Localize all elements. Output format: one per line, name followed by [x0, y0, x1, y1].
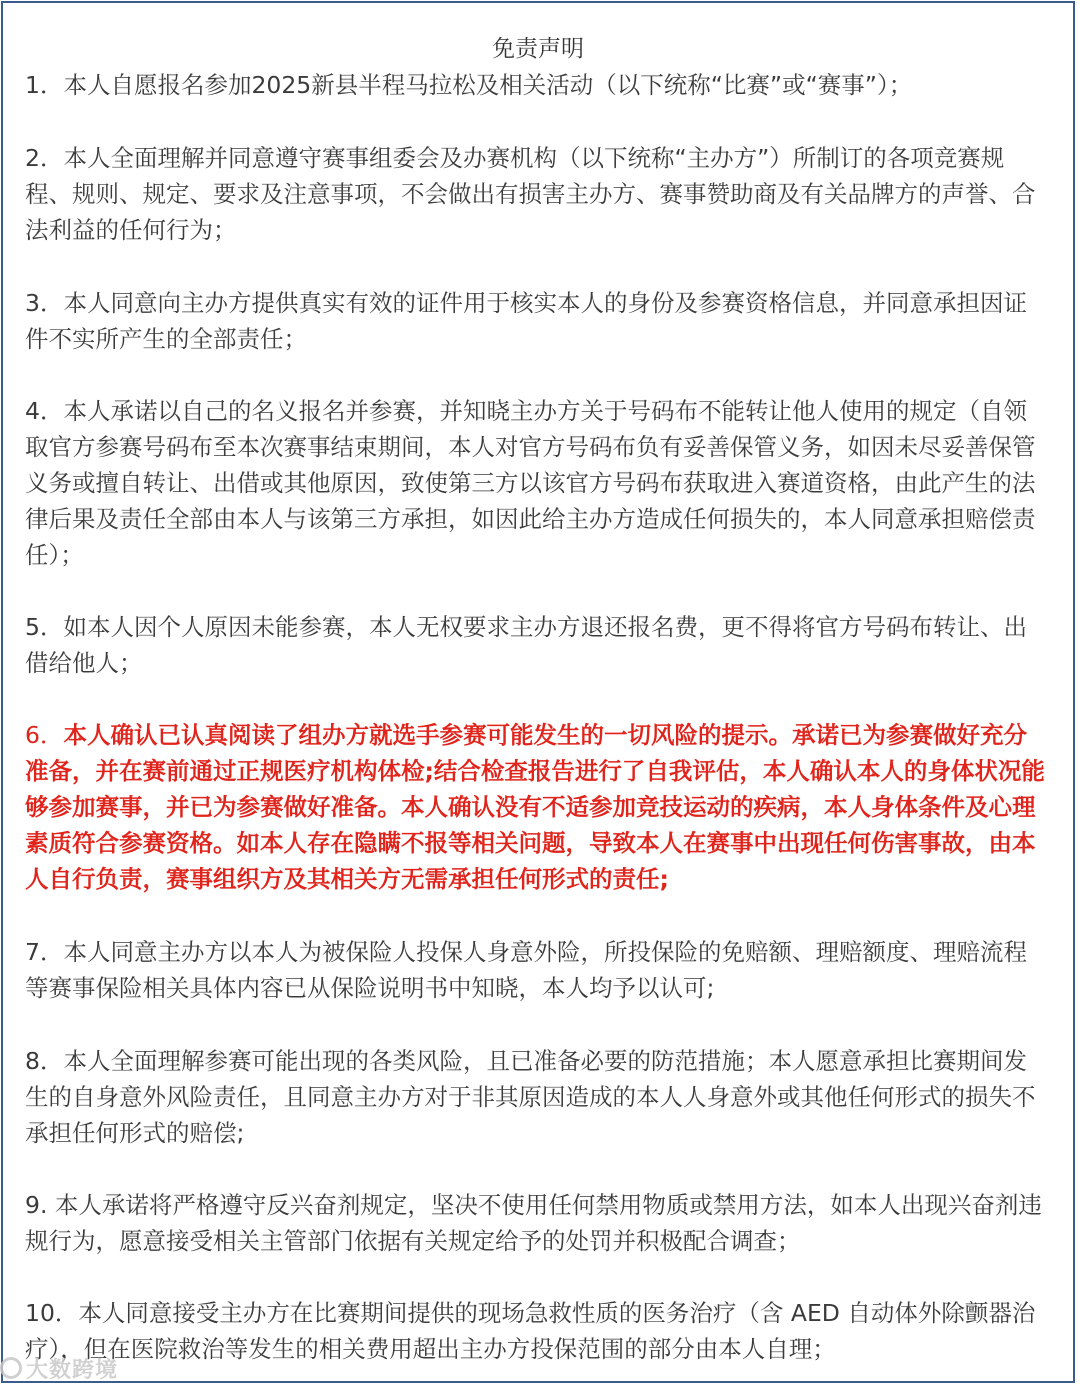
clause-number: 9. — [25, 1191, 55, 1219]
clause-text: 本人承诺以自己的名义报名并参赛，并知晓主办方关于号码布不能转让他人使用的规定（自领取官方参赛号码布至本次赛事结束期间，本人对官方号码布负有妥善保管义务，如因未尽妥善保管义务或擅自转让、出借或其他原因，致使第三方以该官方号码布获取进入赛道资格，由此产生的法律后果及责任全部由本人与该第三方承担，如因此给主办方造成任何损失的，本人同意承担赔偿责任）； — [25, 397, 1036, 569]
clause-number: 2． — [25, 144, 64, 172]
clause-text: 本人确认已认真阅读了组办方就选手参赛可能发生的一切风险的提示。承诺已为参赛做好充分准备，并在赛前通过正规医疗机构体检;结合检查报告进行了自我评估，本人确认本人的身体状况能够参加赛事，并已为参赛做好准备。本人确认没有不适参加竞技运动的疾病，本人身体条件及心理素质符合参赛资格。如本人存在隐瞒不报等相关问题，导致本人在赛事中出现任何伤害事故，由本人自行负责，赛事组织方及其相关方无需承担任何形式的责任; — [25, 721, 1045, 893]
clause-text: 本人同意主办方以本人为被保险人投保人身意外险，所投保险的免赔额、理赔额度、理赔流程等赛事保险相关具体内容已从保险说明书中知晓，本人均予以认可; — [25, 938, 1027, 1002]
clause-number: 6． — [25, 721, 64, 749]
clause-7 — [25, 934, 1045, 1006]
clause-9 — [25, 1187, 1045, 1259]
clause-text: 本人自愿报名参加2025新县半程马拉松及相关活动（以下统称“比赛”或“赛事”）； — [63, 71, 913, 99]
clause-3 — [25, 285, 1045, 357]
clause-8 — [25, 1043, 1045, 1151]
clause-text: 本人全面理解参赛可能出现的各类风险，且已准备必要的防范措施；本人愿意承担比赛期间发生的自身意外风险责任，且同意主办方对于非其原因造成的本人人身意外或其他任何形式的损失不承担任何形式的赔偿; — [25, 1047, 1036, 1147]
watermark — [0, 1350, 118, 1386]
clause-text: 本人同意向主办方提供真实有效的证件用于核实本人的身份及参赛资格信息，并同意承担因证件不实所产生的全部责任； — [25, 289, 1027, 353]
clause-number: 4． — [25, 397, 64, 425]
clause-number: 7． — [25, 938, 64, 966]
clause-6-risk-warning — [25, 717, 1045, 897]
clause-number: 8． — [25, 1047, 64, 1075]
clause-text: 本人承诺将严格遵守反兴奋剂规定，坚决不使用任何禁用物质或禁用方法，如本人出现兴奋剂违规行为，愿意接受相关主管部门依据有关规定给予的处罚并积极配合调查； — [25, 1191, 1042, 1255]
clause-2 — [25, 140, 1045, 248]
clause-5 — [25, 609, 1045, 681]
clause-1 — [25, 67, 1045, 103]
clause-number: 10． — [25, 1299, 79, 1327]
clause-text: 本人全面理解并同意遵守赛事组委会及办赛机构（以下统称“主办方”）所制订的各项竞赛规程、规则、规定、要求及注意事项，不会做出有损害主办方、赛事赞助商及有关品牌方的声誉、合法利益的任何行为； — [25, 144, 1036, 244]
disclaimer-document — [1, 1, 1075, 1383]
clause-number: 5． — [25, 613, 64, 641]
page-title: 免责声明 — [492, 36, 584, 62]
clause-10 — [25, 1295, 1045, 1367]
clause-number: 1． — [25, 71, 64, 99]
clause-number: 3． — [25, 289, 64, 317]
brand-logo-icon — [0, 1357, 22, 1379]
clause-text: 本人同意接受主办方在比赛期间提供的现场急救性质的医务治疗（含 AED 自动体外除颤器治疗），但在医院救治等发生的相关费用超出主办方投保范围的部分由本人自理； — [25, 1299, 1036, 1363]
watermark-text: 大数跨境 — [26, 1357, 119, 1383]
clause-4 — [25, 393, 1045, 573]
clause-text: 如本人因个人原因未能参赛，本人无权要求主办方退还报名费，更不得将官方号码布转让、出借给他人； — [25, 613, 1027, 677]
